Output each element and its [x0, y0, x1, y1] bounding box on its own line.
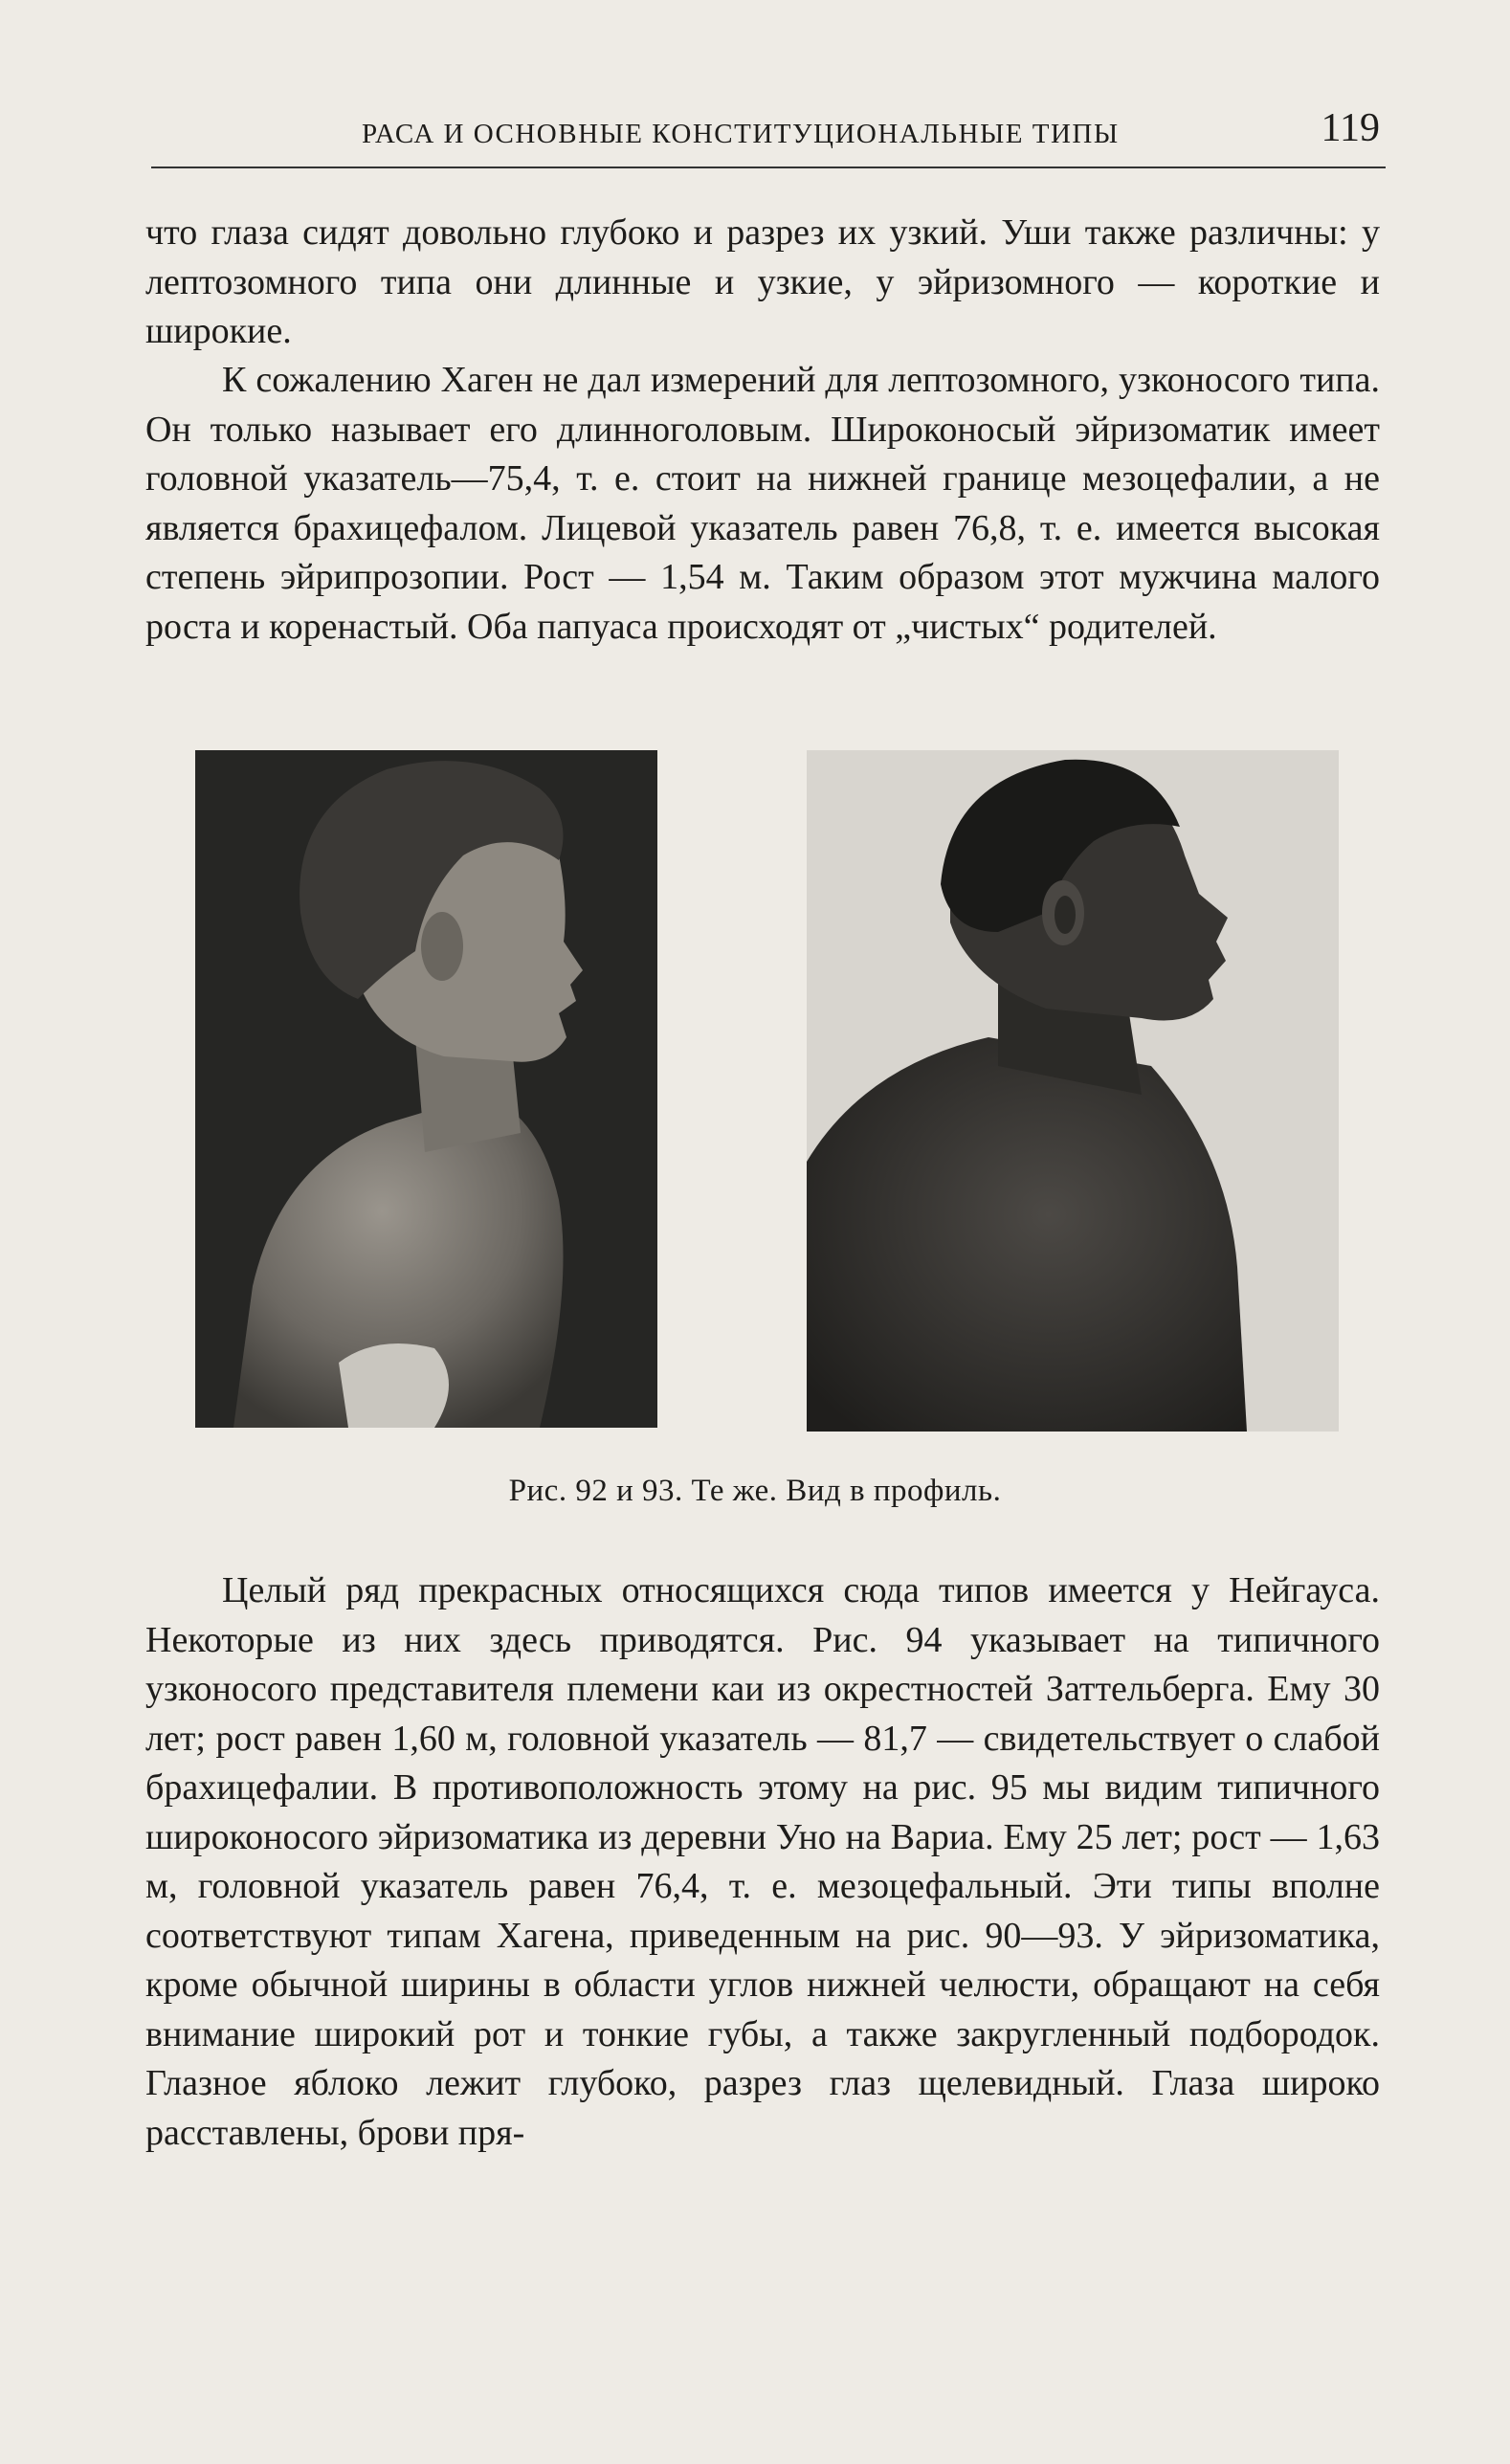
header-title: РАСА И ОСНОВНЫЕ КОНСТИТУЦИОНАЛЬНЫЕ ТИПЫ	[362, 119, 1120, 149]
photo-profile-right	[807, 750, 1339, 1432]
photo-profile-left	[195, 750, 657, 1428]
paragraph-3: Целый ряд прекрасных относящихся сюда типов имеется у Нейгауса. Некоторые из них здесь приводятся. Рис. 94 указывает на типичного узконосого представителя племени каи из окрестностей Заттельберга. Ему 30 лет; рост равен 1,60 м, головной указатель — 81,7 — свидетельствует о слабой брахицефалии. В противоположность этому на рис. 95 мы видим типичного широконосого эйризоматика из деревни Уно на Вариа. Ему 25 лет; рост — 1,63 м, головной указатель равен 76,4, т. е. мезоцефальный. Эти типы вполне соответствуют типам Хагена, приведенным на рис. 90—93. У эйризоматика, кроме обычной ширины в области углов нижней челюсти, обращают на себя внимание широкий рот и тонкие губы, а также закругленный подбородок. Глазное яблоко лежит глубоко, разрез глаз щелевидный. Глаза широко расставлены, брови пря-	[145, 1570, 1380, 2153]
figure-caption: Рис. 92 и 93. Те же. Вид в профиль.	[508, 1474, 1002, 1508]
paragraph-1: что глаза сидят довольно глубоко и разрез их узкий. Уши также различны: у лептозомного типа они длинные и узкие, у эйризомного — короткие и широкие.	[145, 212, 1380, 351]
running-header	[151, 103, 1386, 168]
paragraph-2: К сожалению Хаген не дал измерений для лептозомного, узконосого типа. Он только называет его длинноголовым. Широконосый эйризоматик имеет головной указатель—75,4, т. е. стоит на нижней границе мезоцефалии, а не является брахицефалом. Лицевой указатель равен 76,8, т. е. имеется высокая степень эйрипрозопии. Рост — 1,54 м. Таким образом этот мужчина малого роста и коренастый. Оба папуаса происходят от „чистых“ родителей.	[145, 360, 1380, 647]
page-number: 119	[1321, 106, 1380, 150]
